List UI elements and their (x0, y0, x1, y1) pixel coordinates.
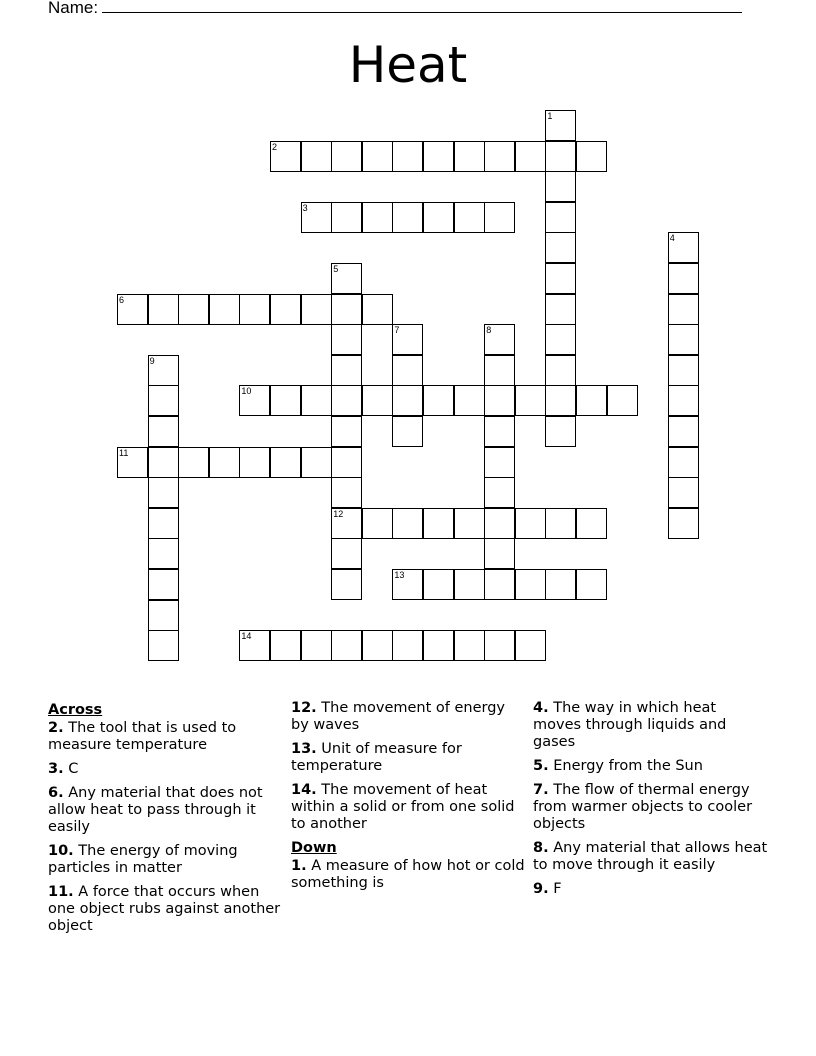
grid-cell[interactable] (117, 447, 148, 478)
clue-number-label: 14 (241, 631, 252, 642)
grid-cell[interactable] (484, 202, 515, 233)
clue-text: Any material that does not allow heat to pass through it easily (48, 785, 263, 835)
grid-cell[interactable] (239, 630, 270, 661)
clue-number: 5. (533, 758, 549, 774)
grid-cell[interactable] (454, 385, 485, 416)
clue-text: A force that occurs when one object rubs against another object (48, 884, 281, 934)
clue-item (291, 858, 526, 892)
clue-number: 12. (291, 700, 317, 716)
clue-number-label: 1 (547, 111, 553, 121)
grid-cell[interactable] (545, 202, 576, 233)
grid-cell[interactable] (484, 477, 515, 508)
name-label: Name: (48, 0, 99, 17)
clue-text: The flow of thermal energy from warmer objects to cooler objects (533, 782, 753, 832)
name-field[interactable] (48, 0, 742, 18)
grid-cell[interactable] (545, 263, 576, 294)
grid-cell[interactable] (392, 569, 423, 600)
grid-cell[interactable] (331, 355, 362, 386)
grid-cell[interactable] (392, 355, 423, 386)
clue-number-label: 4 (669, 233, 675, 244)
grid-cell[interactable] (545, 141, 576, 172)
grid-cell[interactable] (607, 385, 638, 416)
grid-cell[interactable] (668, 232, 699, 263)
clue-number-label: 5 (333, 264, 339, 274)
clue-number: 14. (291, 782, 317, 798)
grid-cell[interactable] (515, 508, 546, 539)
clue-item (48, 720, 283, 754)
grid-cell[interactable] (301, 202, 332, 233)
clue-item (48, 884, 283, 935)
clue-item (291, 741, 526, 775)
clue-text: The movement of heat within a solid or from one solid to another (291, 782, 515, 832)
grid-cell[interactable] (423, 202, 454, 233)
grid-cell[interactable] (148, 447, 179, 478)
clue-text: Any material that allows heat to move through it easily (533, 840, 768, 873)
clue-number: 3. (48, 761, 64, 777)
clue-number-label: 13 (394, 570, 405, 580)
grid-cell[interactable] (301, 447, 332, 478)
clue-item (48, 785, 283, 836)
grid-cell[interactable] (545, 232, 576, 263)
clue-item (48, 761, 283, 778)
grid-cell[interactable] (331, 630, 362, 661)
clue-number: 6. (48, 785, 64, 801)
grid-cell[interactable] (545, 355, 576, 386)
grid-cell[interactable] (331, 385, 362, 416)
grid-cell[interactable] (362, 508, 393, 539)
clue-text: The tool that is used to measure temperature (48, 720, 237, 753)
grid-cell[interactable] (484, 324, 515, 355)
grid-cell[interactable] (668, 263, 699, 294)
clue-text: The way in which heat moves through liquids and gases (533, 700, 727, 750)
grid-cell[interactable] (484, 447, 515, 478)
clue-number: 10. (48, 843, 74, 859)
grid-cell[interactable] (454, 508, 485, 539)
grid-cell[interactable] (178, 294, 209, 325)
grid-cell[interactable] (270, 447, 301, 478)
grid-cell[interactable] (392, 508, 423, 539)
grid-cell[interactable] (148, 508, 179, 539)
grid-cell[interactable] (331, 569, 362, 600)
grid-cell[interactable] (270, 630, 301, 661)
clue-number: 13. (291, 741, 317, 757)
grid-cell[interactable] (148, 355, 179, 386)
clue-number: 2. (48, 720, 64, 736)
grid-cell[interactable] (668, 385, 699, 416)
grid-cell[interactable] (668, 447, 699, 478)
grid-cell[interactable] (484, 630, 515, 661)
grid-cell[interactable] (515, 385, 546, 416)
clue-text: A measure of how hot or cold something is (291, 858, 525, 891)
grid-cell[interactable] (331, 538, 362, 569)
grid-cell[interactable] (668, 416, 699, 447)
grid-cell[interactable] (484, 141, 515, 172)
clue-number: 4. (533, 700, 549, 716)
grid-cell[interactable] (668, 294, 699, 325)
clue-item (533, 758, 768, 775)
grid-cell[interactable] (576, 385, 607, 416)
clue-text: Unit of measure for temperature (291, 741, 462, 774)
grid-cell[interactable] (301, 385, 332, 416)
page-title: Heat (348, 36, 468, 94)
grid-cell[interactable] (331, 508, 362, 539)
grid-cell[interactable] (392, 630, 423, 661)
grid-cell[interactable] (331, 324, 362, 355)
clue-number-label: 12 (333, 508, 344, 519)
grid-cell[interactable] (331, 416, 362, 447)
grid-cell[interactable] (576, 141, 607, 172)
grid-cell[interactable] (331, 294, 362, 325)
grid-cell[interactable] (239, 385, 270, 416)
grid-cell[interactable] (484, 508, 515, 539)
grid-cell[interactable] (362, 141, 393, 172)
grid-cell[interactable] (484, 355, 515, 386)
grid-cell[interactable] (270, 141, 301, 172)
grid-cell[interactable] (362, 294, 393, 325)
grid-cell[interactable] (331, 141, 362, 172)
clues-column-1 (48, 700, 283, 942)
grid-cell[interactable] (270, 294, 301, 325)
grid-cell[interactable] (423, 508, 454, 539)
grid-cell[interactable] (484, 385, 515, 416)
name-underline[interactable] (102, 0, 742, 13)
grid-cell[interactable] (148, 538, 179, 569)
down-heading: Down (291, 840, 337, 856)
clue-number-label: 8 (486, 325, 492, 336)
grid-cell[interactable] (545, 110, 576, 141)
clue-number: 1. (291, 858, 307, 874)
clue-text: Energy from the Sun (553, 758, 703, 774)
grid-cell[interactable] (331, 477, 362, 508)
clue-item (533, 840, 768, 874)
grid-cell[interactable] (117, 294, 148, 325)
grid-cell[interactable] (148, 416, 179, 447)
grid-cell[interactable] (148, 600, 179, 631)
grid-cell[interactable] (148, 294, 179, 325)
clue-number-label: 10 (241, 386, 252, 397)
grid-cell[interactable] (209, 294, 240, 325)
grid-cell[interactable] (239, 294, 270, 325)
grid-cell[interactable] (392, 385, 423, 416)
grid-cell[interactable] (362, 630, 393, 661)
grid-cell[interactable] (515, 569, 546, 600)
grid-cell[interactable] (484, 569, 515, 600)
grid-cell[interactable] (545, 385, 576, 416)
grid-cell[interactable] (392, 202, 423, 233)
clue-number: 8. (533, 840, 549, 856)
clue-number: 9. (533, 881, 549, 897)
across-heading: Across (48, 702, 103, 718)
clue-number-label: 9 (149, 355, 155, 366)
clue-number-label: 7 (394, 325, 400, 336)
clue-number: 7. (533, 782, 549, 798)
grid-cell[interactable] (545, 569, 576, 600)
grid-cell[interactable] (362, 202, 393, 233)
grid-cell[interactable] (454, 569, 485, 600)
grid-cell[interactable] (148, 569, 179, 600)
grid-cell[interactable] (148, 385, 179, 416)
clue-item (533, 700, 768, 751)
grid-cell[interactable] (576, 508, 607, 539)
clue-number-label: 3 (302, 202, 308, 213)
grid-cell[interactable] (454, 630, 485, 661)
grid-cell[interactable] (301, 294, 332, 325)
grid-cell[interactable] (454, 202, 485, 233)
grid-cell[interactable] (668, 508, 699, 539)
grid-cell[interactable] (148, 630, 179, 661)
grid-cell[interactable] (515, 630, 546, 661)
clue-text: F (553, 881, 562, 897)
clue-number-label: 2 (272, 141, 278, 152)
clues-column-3 (533, 700, 768, 905)
grid-cell[interactable] (423, 569, 454, 600)
grid-cell[interactable] (545, 416, 576, 447)
clue-text: The energy of moving particles in matter (48, 843, 238, 876)
clue-text: The movement of energy by waves (291, 700, 506, 733)
grid-cell[interactable] (668, 324, 699, 355)
grid-cell[interactable] (484, 538, 515, 569)
grid-cell[interactable] (545, 508, 576, 539)
clue-item (533, 782, 768, 833)
grid-cell[interactable] (423, 141, 454, 172)
clue-item (48, 843, 283, 877)
clue-number-label: 6 (119, 294, 125, 305)
clue-text: C (68, 761, 79, 777)
clue-number: 11. (48, 884, 74, 900)
grid-cell[interactable] (454, 141, 485, 172)
grid-cell[interactable] (178, 447, 209, 478)
grid-cell[interactable] (668, 477, 699, 508)
clue-item (533, 881, 768, 898)
grid-cell[interactable] (515, 141, 546, 172)
grid-cell[interactable] (545, 294, 576, 325)
clue-item (291, 700, 526, 734)
grid-cell[interactable] (392, 324, 423, 355)
grid-cell[interactable] (331, 263, 362, 294)
grid-cell[interactable] (576, 569, 607, 600)
grid-cell[interactable] (301, 141, 332, 172)
grid-cell[interactable] (209, 447, 240, 478)
grid-cell[interactable] (484, 416, 515, 447)
clues-column-2 (291, 700, 526, 899)
grid-cell[interactable] (270, 385, 301, 416)
clue-item (291, 782, 526, 833)
clue-number-label: 11 (119, 447, 129, 458)
grid-cell[interactable] (545, 171, 576, 202)
grid-cell[interactable] (239, 447, 270, 478)
grid-cell[interactable] (392, 141, 423, 172)
grid-cell[interactable] (392, 416, 423, 447)
grid-cell[interactable] (148, 477, 179, 508)
grid-cell[interactable] (423, 630, 454, 661)
grid-cell[interactable] (423, 385, 454, 416)
grid-cell[interactable] (362, 385, 393, 416)
grid-cell[interactable] (331, 447, 362, 478)
grid-cell[interactable] (301, 630, 332, 661)
grid-cell[interactable] (668, 355, 699, 386)
grid-cell[interactable] (545, 324, 576, 355)
grid-cell[interactable] (331, 202, 362, 233)
